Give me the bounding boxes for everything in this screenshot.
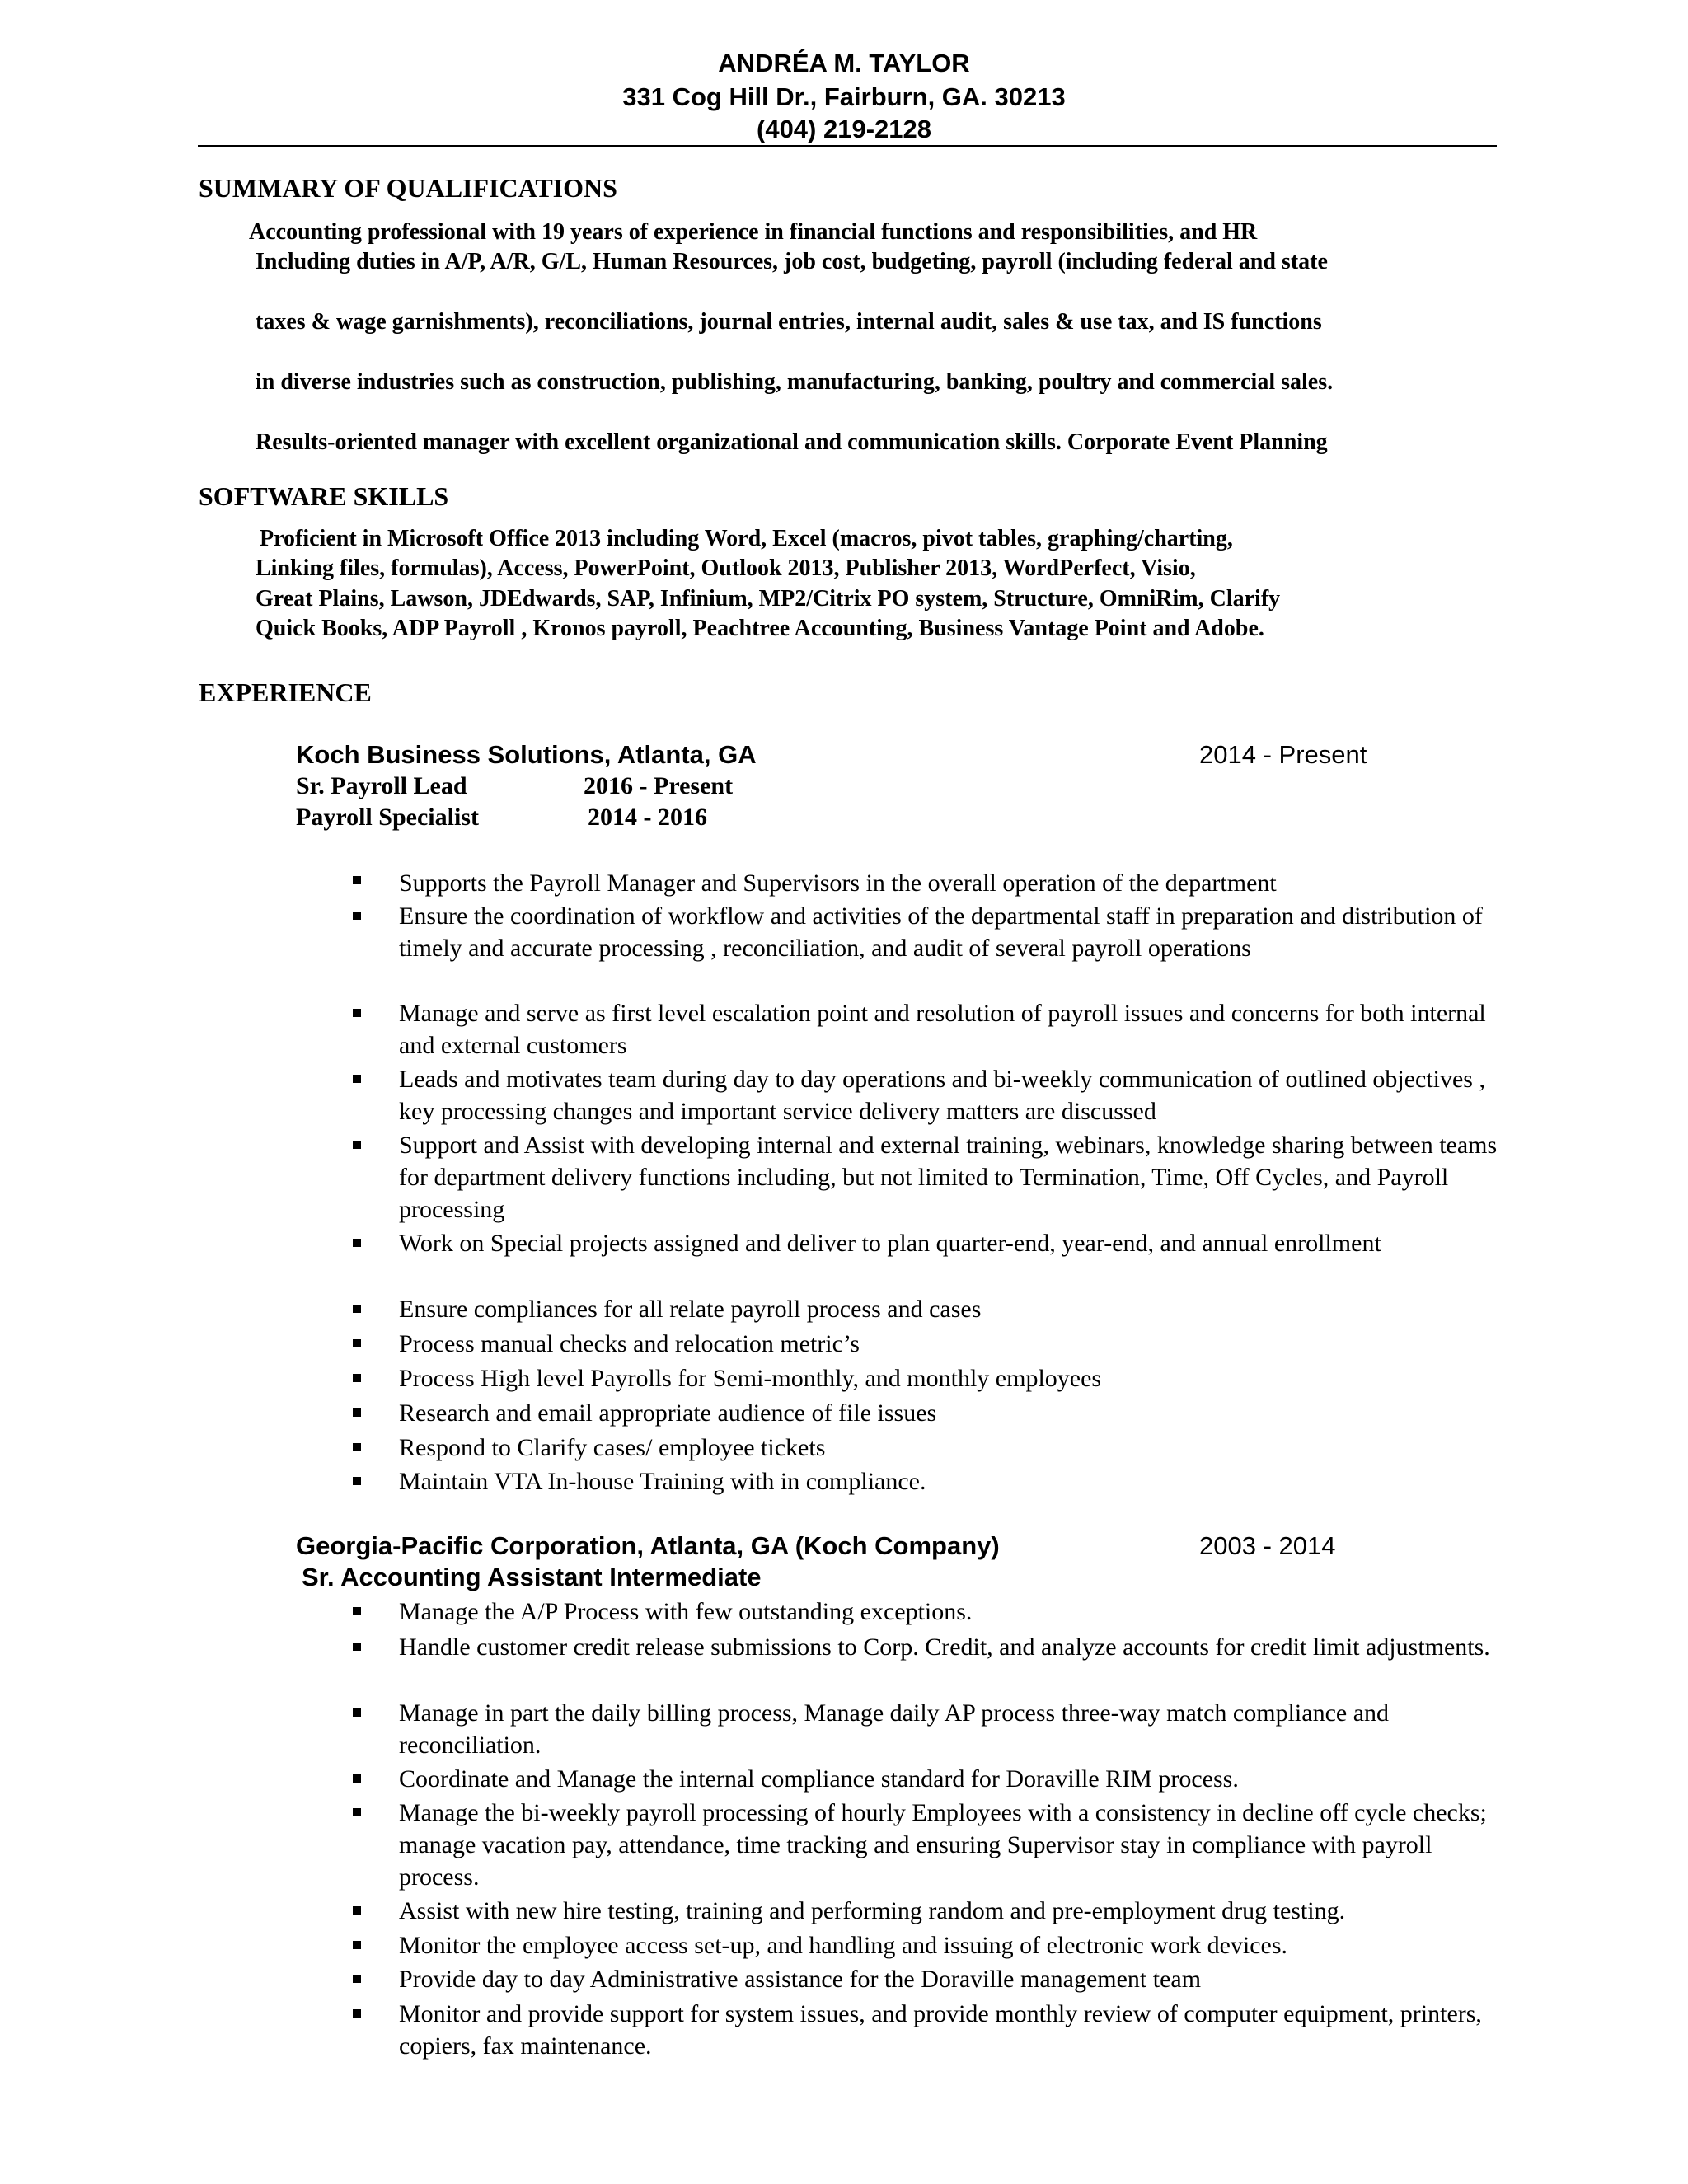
job-bullet: Process manual checks and relocation metric’s bbox=[399, 1330, 860, 1357]
job-title: Sr. Accounting Assistant Intermediate bbox=[302, 1563, 762, 1591]
job-bullet: Research and email appropriate audience of file issues bbox=[399, 1399, 937, 1427]
bullet-marker bbox=[353, 1643, 361, 1651]
job-bullet: Monitor and provide support for system issues, and provide monthly review of computer equipment, printers, copiers, fax maintenance. bbox=[399, 2000, 1482, 2060]
job-bullet: Maintain VTA In-house Training with in compliance. bbox=[399, 1468, 926, 1495]
job-bullet: Manage and serve as first level escalation point and resolution of payroll issues and concerns for both internal and external customers bbox=[399, 1000, 1486, 1059]
bullet-marker bbox=[353, 876, 361, 884]
bullet-marker bbox=[353, 2009, 361, 2018]
header-divider bbox=[198, 145, 1497, 147]
job-bullet: Handle customer credit release submissions to Corp. Credit, and analyze accounts for credit limit adjustments. bbox=[399, 1633, 1490, 1661]
software-heading: SOFTWARE SKILLS bbox=[199, 481, 449, 511]
bullet-marker bbox=[353, 1374, 361, 1382]
bullet-marker bbox=[353, 1141, 361, 1149]
software-line: Quick Books, ADP Payroll , Kronos payroll, Peachtree Accounting, Business Vantage Point and Adobe. bbox=[256, 616, 1264, 641]
summary-line: in diverse industries such as construction, publishing, manufacturing, banking, poultry and commercial sales. bbox=[256, 369, 1334, 395]
job-bullet: Assist with new hire testing, training and performing random and pre-employment drug testing. bbox=[399, 1897, 1346, 1924]
software-line: Proficient in Microsoft Office 2013 including Word, Excel (macros, pivot tables, graphing/charting, bbox=[260, 526, 1233, 551]
bullet-marker bbox=[353, 1408, 361, 1417]
summary-heading: SUMMARY OF QUALIFICATIONS bbox=[199, 173, 617, 203]
job-bullet: Manage the bi-weekly payroll processing of hourly Employees with a consistency in decline off cycle checks; manage vacation pay, attendance, time tracking and ensuring Supervisor stay in compliance with payroll process. bbox=[399, 1799, 1487, 1891]
bullet-marker bbox=[353, 1808, 361, 1816]
bullet-marker bbox=[353, 1443, 361, 1451]
job-bullet: Leads and motivates team during day to day operations and bi-weekly communication of outlined objectives , key processing changes and important service delivery matters are discussed bbox=[399, 1066, 1485, 1125]
bullet-marker bbox=[353, 1774, 361, 1783]
job-company: Koch Business Solutions, Atlanta, GA bbox=[296, 740, 757, 769]
applicant-name: ANDRÉA M. TAYLOR bbox=[718, 49, 970, 77]
bullet-marker bbox=[353, 1906, 361, 1915]
software-line: Linking files, formulas), Access, PowerPoint, Outlook 2013, Publisher 2013, WordPerfect, Visio, bbox=[256, 555, 1196, 581]
job-bullet: Respond to Clarify cases/ employee tickets bbox=[399, 1434, 826, 1461]
job-bullet: Manage the A/P Process with few outstanding exceptions. bbox=[399, 1598, 973, 1625]
job-bullet: Process High level Payrolls for Semi-monthly, and monthly employees bbox=[399, 1365, 1102, 1392]
bullet-marker bbox=[353, 1239, 361, 1247]
job-bullet: Coordinate and Manage the internal compliance standard for Doraville RIM process. bbox=[399, 1765, 1239, 1793]
bullet-marker bbox=[353, 1941, 361, 1949]
job-company: Georgia-Pacific Corporation, Atlanta, GA (Koch Company) bbox=[296, 1531, 1000, 1560]
job-dates: 2003 - 2014 bbox=[1199, 1531, 1336, 1560]
bullet-marker bbox=[353, 1607, 361, 1615]
role-title: Payroll Specialist bbox=[296, 804, 479, 831]
role-dates: 2016 - Present bbox=[584, 772, 734, 799]
job-dates: 2014 - Present bbox=[1199, 740, 1367, 769]
job-bullet: Ensure the coordination of workflow and activities of the departmental staff in preparation and distribution of timely and accurate processing , reconciliation, and audit of several payroll operations bbox=[399, 902, 1483, 962]
role-dates: 2014 - 2016 bbox=[588, 804, 707, 831]
job-bullet: Support and Assist with developing internal and external training, webinars, knowledge sharing between teams for department delivery functions including, but not limited to Termination, Time, Off Cycles, and Payroll processing bbox=[399, 1132, 1498, 1223]
bullet-marker bbox=[353, 1009, 361, 1017]
job-bullet: Manage in part the daily billing process, Manage daily AP process three-way match compliance and reconciliation. bbox=[399, 1699, 1390, 1759]
software-line: Great Plains, Lawson, JDEdwards, SAP, Infinium, MP2/Citrix PO system, Structure, OmniRim, Clarify bbox=[256, 586, 1281, 612]
applicant-address: 331 Cog Hill Dr., Fairburn, GA. 30213 bbox=[622, 82, 1066, 111]
bullet-marker bbox=[353, 1708, 361, 1717]
bullet-marker bbox=[353, 1305, 361, 1313]
experience-heading: EXPERIENCE bbox=[199, 677, 372, 707]
bullet-marker bbox=[353, 1075, 361, 1083]
job-bullet: Work on Special projects assigned and deliver to plan quarter-end, year-end, and annual enrollment bbox=[399, 1230, 1381, 1257]
summary-line: Including duties in A/P, A/R, G/L, Human Resources, job cost, budgeting, payroll (including federal and state bbox=[256, 249, 1328, 274]
summary-line: taxes & wage garnishments), reconciliations, journal entries, internal audit, sales & use tax, and IS functions bbox=[256, 309, 1322, 335]
role-title: Sr. Payroll Lead bbox=[296, 772, 467, 799]
bullet-marker bbox=[353, 1477, 361, 1485]
bullet-marker bbox=[353, 1339, 361, 1347]
job-bullet: Provide day to day Administrative assistance for the Doraville management team bbox=[399, 1966, 1202, 1993]
job-bullet: Monitor the employee access set-up, and handling and issuing of electronic work devices. bbox=[399, 1932, 1288, 1959]
bullet-marker bbox=[353, 1975, 361, 1983]
summary-line: Accounting professional with 19 years of experience in financial functions and responsibilities, and HR bbox=[249, 219, 1258, 245]
bullet-marker bbox=[353, 912, 361, 920]
applicant-phone: (404) 219-2128 bbox=[757, 115, 931, 143]
summary-line: Results-oriented manager with excellent organizational and communication skills. Corporate Event Planning bbox=[256, 429, 1328, 455]
job-bullet: Ensure compliances for all relate payroll process and cases bbox=[399, 1296, 982, 1323]
job-bullet: Supports the Payroll Manager and Supervisors in the overall operation of the department bbox=[399, 869, 1277, 897]
